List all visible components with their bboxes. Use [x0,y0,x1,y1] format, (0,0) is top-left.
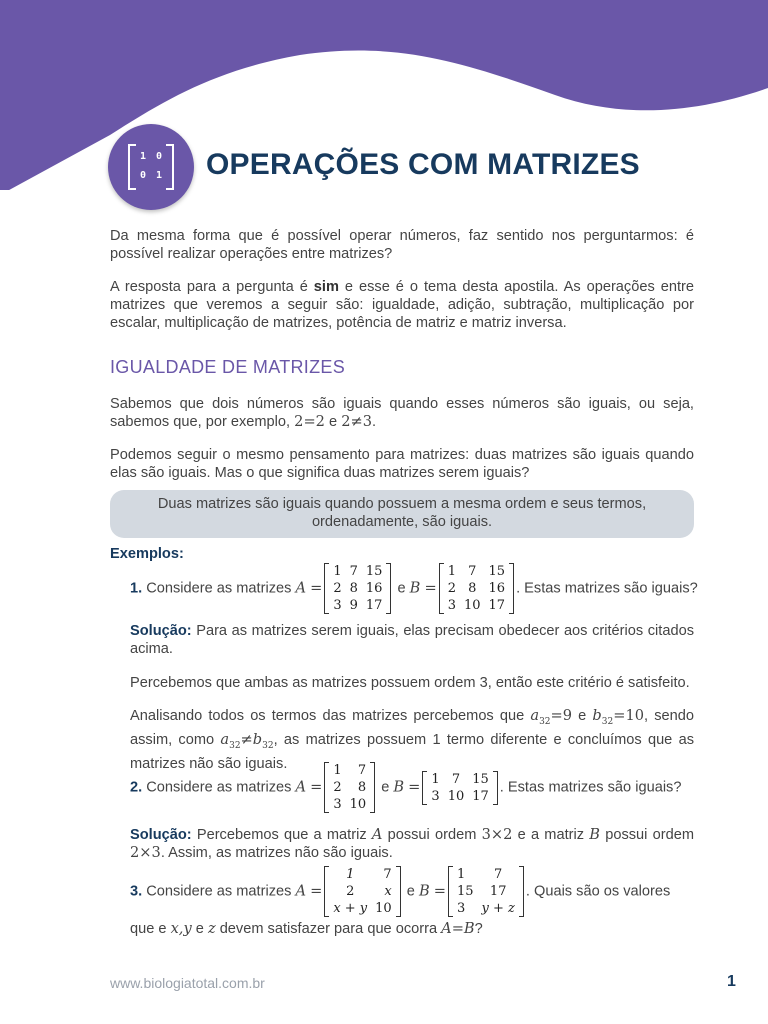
intro-paragraph-2: A resposta para a pergunta é sim e esse é o tema desta apostila. As operações entre matrizes que veremos a seguir são: igualdade, adição, subtração, multiplicação por escalar, multiplicação de matrizes, potência de matriz e matriz inversa. [110,279,694,331]
example-3: 3. Considere as matrizes A = 1 7 2 x x + y 10 e B = 1 7 15 17 3 y + z . Quais são os valores [130,867,671,916]
matrix-b: 1 7 15 2 8 16 3 10 17 [439,563,514,614]
page-number: 1 [727,973,736,990]
logo-digit: 1 [156,170,163,181]
page-title: OPERAÇÕES COM MATRIZES [206,148,640,181]
section-paragraph-1: Sabemos que dois números são iguais quando esses números são iguais, ou seja, sabemos que, por exemplo, 2=2 e 2≠3. [110,396,694,430]
example-1-solution: Solução: Para as matrizes serem iguais, elas precisam obedecer aos critérios citados acima. [130,623,694,657]
footer-website-link[interactable]: www.biologiatotal.com.br [110,975,265,991]
example-3-line-2: que e x,y e z devem satisfazer para que ocorra A=B? [130,920,483,937]
definition-callout: Duas matrizes são iguais quando possuem a mesma ordem e seus termos, ordenadamente, são iguais. [110,490,694,538]
section-heading: IGUALDADE DE MATRIZES [110,357,345,377]
intro-paragraph-1: Da mesma forma que é possível operar números, faz sentido nos perguntarmos: é possível realizar operações entre matrizes? [110,228,694,262]
example-1-paragraph-2: Percebemos que ambas as matrizes possuem ordem 3, então este critério é satisfeito. [130,675,690,691]
example-1-paragraph-3: Analisando todos os termos das matrizes percebemos que $a_{32}=9$ e $b_{32}=10$, sendo assim, como $a_{32}\ne b_{32}$, as matrizes possuem 1 termo diferente e concluímos que as matrizes não são iguais. [130,707,694,772]
example-2: 2. Considere as matrizes A = 1 7 2 8 3 10 e B = 1 7 15 3 10 17 . Estas matrizes são iguais? [130,763,682,812]
example-2-solution: Solução: Percebemos que a matriz A possui ordem 3×2 e a matriz B possui ordem 2×3. Assim, as matrizes não são iguais. [130,826,694,861]
logo-digit: 0 [156,151,163,162]
matrix-b: 1 7 15 17 3 y + z [448,866,524,917]
matrix-logo-icon [108,124,194,210]
matrix-a: 1 7 2 8 3 10 [324,762,375,813]
matrix-a: 1 7 2 x x + y 10 [324,866,400,917]
logo-digit: 1 [140,151,147,162]
matrix-b: 1 7 15 3 10 17 [422,771,497,805]
matrix-a: 1 7 15 2 8 16 3 9 17 [324,563,391,614]
logo-digit: 0 [140,170,147,181]
example-1: 1. Considere as matrizes A = 1 7 15 2 8 16 3 9 17 e B = 1 7 15 2 8 16 3 10 17 . Estas matrizes são iguais? [130,564,698,613]
section-paragraph-2: Podemos seguir o mesmo pensamento para matrizes: duas matrizes são iguais quando elas são iguais. Mas o que significa duas matrizes serem iguais? [110,447,694,481]
examples-label: Exemplos: [110,546,184,562]
